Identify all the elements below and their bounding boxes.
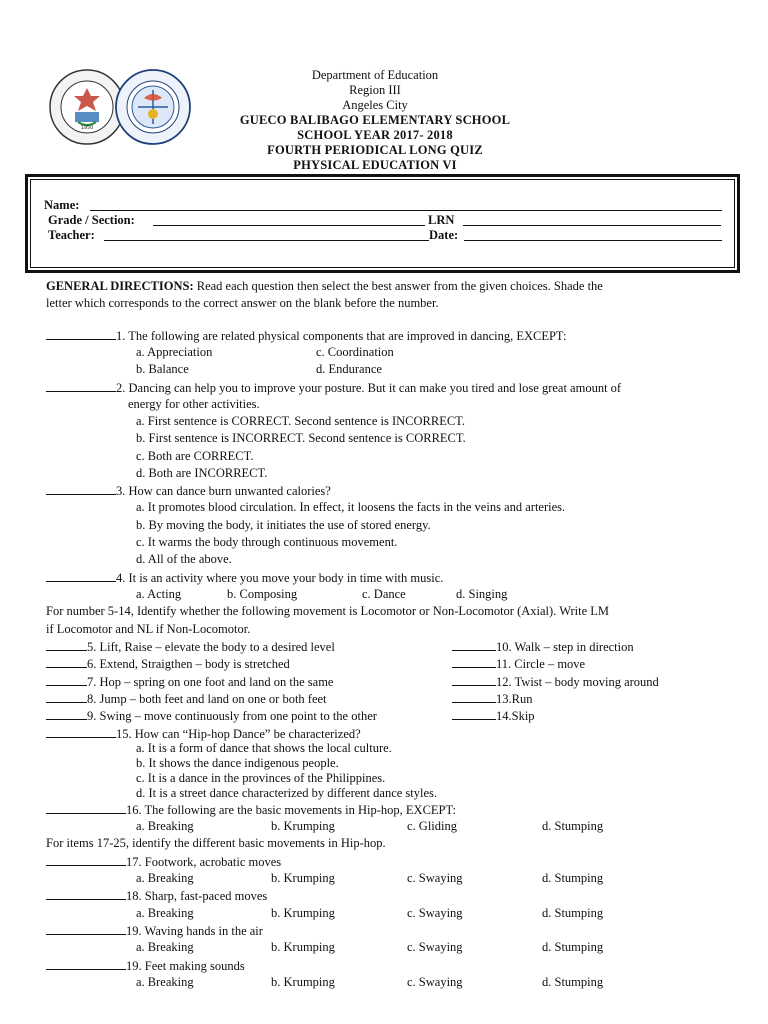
name-field[interactable] [90,210,722,211]
choice: b. Krumping [271,871,335,885]
answer-blank[interactable] [452,673,496,686]
lrn-field[interactable] [463,225,721,226]
directions-title: GENERAL DIRECTIONS: [46,279,194,293]
lrn-label: LRN [428,213,455,227]
item-14: 14.Skip [452,707,535,725]
choice: c. Gliding [407,819,457,833]
choice: c. Swaying [407,906,463,920]
answer-blank[interactable] [46,887,126,900]
item-11: 11. Circle – move [452,655,585,673]
choice: c. Both are CORRECT. [136,449,254,463]
item-10: 10. Walk – step in direction [452,638,634,656]
header-line: Region III [349,83,401,97]
date-label: Date: [429,228,459,242]
answer-blank[interactable] [46,569,116,582]
choice: d. It is a street dance characterized by different dance styles. [136,786,438,800]
directions-line-1: GENERAL DIRECTIONS: Read each question then select the best answer from the given choices. Shade the [46,279,603,293]
name-label: Name: [44,198,80,212]
quiz-title: FOURTH PERIODICAL LONG QUIZ [267,143,483,157]
answer-blank[interactable] [46,690,87,703]
choice: a. Appreciation [136,345,213,359]
logos [48,68,198,146]
question-19b: 19. Feet making sounds [46,957,245,975]
header [190,68,560,173]
answer-blank[interactable] [46,655,87,668]
item-7: 7. Hop – spring on one foot and land on the same [46,673,333,691]
choice: c. Swaying [407,871,463,885]
item-8: 8. Jump – both feet and land on one or both feet [46,690,327,708]
deped-seal-icon [114,68,192,146]
school-year: SCHOOL YEAR 2017- 2018 [297,128,453,142]
answer-blank[interactable] [452,690,496,703]
choice: a. Breaking [136,975,194,989]
answer-blank[interactable] [46,327,116,340]
choice: d. Stumping [542,871,604,885]
answer-blank[interactable] [46,379,116,392]
grade-section-label: Grade / Section: [48,213,135,227]
header-line: Angeles City [342,98,408,112]
answer-blank[interactable] [452,638,496,651]
question-19: 19. Waving hands in the air [46,922,263,940]
hiphop-intro: For items 17-25, identify the different basic movements in Hip-hop. [46,836,386,850]
choice: a. Breaking [136,819,194,833]
answer-blank[interactable] [46,638,87,651]
choice: c. Dance [362,587,406,601]
choice: c. It is a dance in the provinces of the Philippines. [136,771,386,785]
choice: b. Krumping [271,975,335,989]
question-2: 2. Dancing can help you to improve your posture. But it can make you tired and lose great amount of [46,379,621,397]
question-17: 17. Footwork, acrobatic moves [46,853,281,871]
choice: b. By moving the body, it initiates the use of stored energy. [136,518,431,532]
question-4: 4. It is an activity where you move your body in time with music. [46,569,443,587]
choice: a. It promotes blood circulation. In effect, it loosens the facts in the veins and arteries. [136,500,566,514]
choice: d. Stumping [542,940,604,954]
choice: b. Krumping [271,819,335,833]
item-6: 6. Extend, Straigthen – body is stretched [46,655,290,673]
choice: c. It warms the body through continuous movement. [136,535,398,549]
choice: c. Coordination [316,345,394,359]
answer-blank[interactable] [46,673,87,686]
teacher-label: Teacher: [48,228,95,242]
choice: b. Composing [227,587,298,601]
answer-blank[interactable] [46,957,126,970]
choice: c. Swaying [407,940,463,954]
choice: d. Endurance [316,362,382,376]
grade-section-field[interactable] [153,225,425,226]
question-3: 3. How can dance burn unwanted calories? [46,482,331,500]
locomotor-intro-2: if Locomotor and NL if Non-Locomotor. [46,622,251,636]
choice: a. Breaking [136,871,194,885]
choice: b. First sentence is INCORRECT. Second sentence is CORRECT. [136,431,466,445]
question-2-cont: energy for other activities. [128,397,260,411]
choice: d. Singing [456,587,508,601]
question-15: 15. How can “Hip-hop Dance” be characterized? [46,725,361,743]
item-12: 12. Twist – body moving around [452,673,659,691]
answer-blank[interactable] [452,655,496,668]
choice: d. Both are INCORRECT. [136,466,268,480]
question-16: 16. The following are the basic movements in Hip-hop, EXCEPT: [46,801,456,819]
choice: a. Breaking [136,906,194,920]
choice: d. All of the above. [136,552,232,566]
answer-blank[interactable] [46,482,116,495]
choice: b. Balance [136,362,189,376]
subject-title: PHYSICAL EDUCATION VI [293,158,457,172]
seal-year: 1950 [80,125,94,131]
choice: a. It is a form of dance that shows the local culture. [136,741,392,755]
answer-blank[interactable] [46,725,116,738]
answer-blank[interactable] [46,801,126,814]
choice: b. It shows the dance indigenous people. [136,756,339,770]
choice: b. Krumping [271,906,335,920]
choice: a. Acting [136,587,182,601]
answer-blank[interactable] [452,707,496,720]
choice: b. Krumping [271,940,335,954]
school-name: GUECO BALIBAGO ELEMENTARY SCHOOL [239,113,511,127]
question-1: 1. The following are related physical components that are improved in dancing, EXCEPT: [46,327,566,345]
choice: a. First sentence is CORRECT. Second sentence is INCORRECT. [136,414,466,428]
teacher-field[interactable] [104,240,429,241]
answer-blank[interactable] [46,853,126,866]
date-field[interactable] [464,240,722,241]
header-line: Department of Education [311,68,439,82]
choice: c. Swaying [407,975,463,989]
choice: d. Stumping [542,975,604,989]
answer-blank[interactable] [46,922,126,935]
locomotor-intro-1: For number 5-14, Identify whether the following movement is Locomotor or Non-Locomotor (Axial). Write LM [46,604,610,618]
item-13: 13.Run [452,690,532,708]
student-info-box [25,174,740,273]
choice: d. Stumping [542,819,604,833]
choice: d. Stumping [542,906,604,920]
item-5: 5. Lift, Raise – elevate the body to a desired level [46,638,335,656]
question-18: 18. Sharp, fast-paced moves [46,887,267,905]
choice: a. Breaking [136,940,194,954]
directions-line-2: letter which corresponds to the correct answer on the blank before the number. [46,296,439,310]
answer-blank[interactable] [46,707,87,720]
item-9: 9. Swing – move continuously from one point to the other [46,707,377,725]
